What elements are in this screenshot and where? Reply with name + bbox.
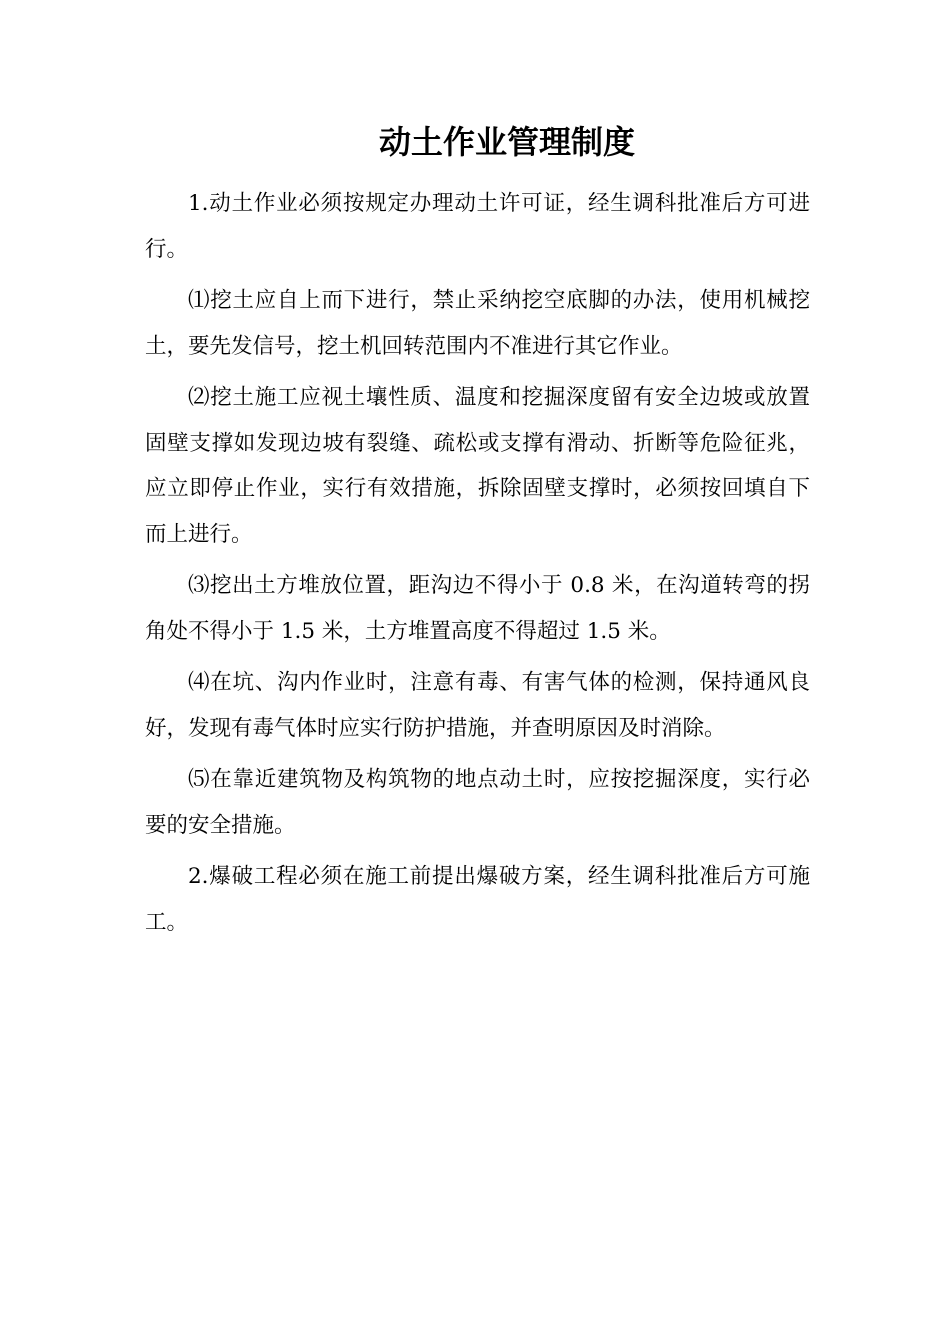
- paragraph-1: 1.动土作业必须按规定办理动土许可证，经生调科批准后方可进行。: [145, 191, 810, 262]
- paragraph-2: 2.爆破工程必须在施工前提出爆破方案，经生调科批准后方可施工。: [145, 864, 810, 935]
- paragraph-1-item-4: ⑷在坑、沟内作业时，注意有毒、有害气体的检测，保持通风良好，发现有毒气体时应实行防护措施，并查明原因及时消除。: [145, 670, 810, 741]
- paragraph-1-item-3: ⑶挖出土方堆放位置，距沟边不得小于 0.8 米，在沟道转弯的拐角处不得小于 1.5 米，土方堆置高度不得超过 1.5 米。: [145, 573, 810, 644]
- document-title: 动土作业管理制度: [378, 123, 635, 161]
- paragraph-1-item-1: ⑴挖土应自上而下进行，禁止采纳挖空底脚的办法，使用机械挖土，要先发信号，挖土机回转范围内不准进行其它作业。: [145, 288, 810, 359]
- paragraph-1-item-2: ⑵挖土施工应视土壤性质、温度和挖掘深度留有安全边坡或放置固壁支撑如发现边坡有裂缝、疏松或支撑有滑动、折断等危险征兆，应立即停止作业，实行有效措施，拆除固壁支撑时，必须按回填自下而上进行。: [145, 385, 810, 547]
- paragraph-1-item-5: ⑸在靠近建筑物及构筑物的地点动土时，应按挖掘深度，实行必要的安全措施。: [145, 767, 810, 838]
- document-body: [145, 181, 810, 951]
